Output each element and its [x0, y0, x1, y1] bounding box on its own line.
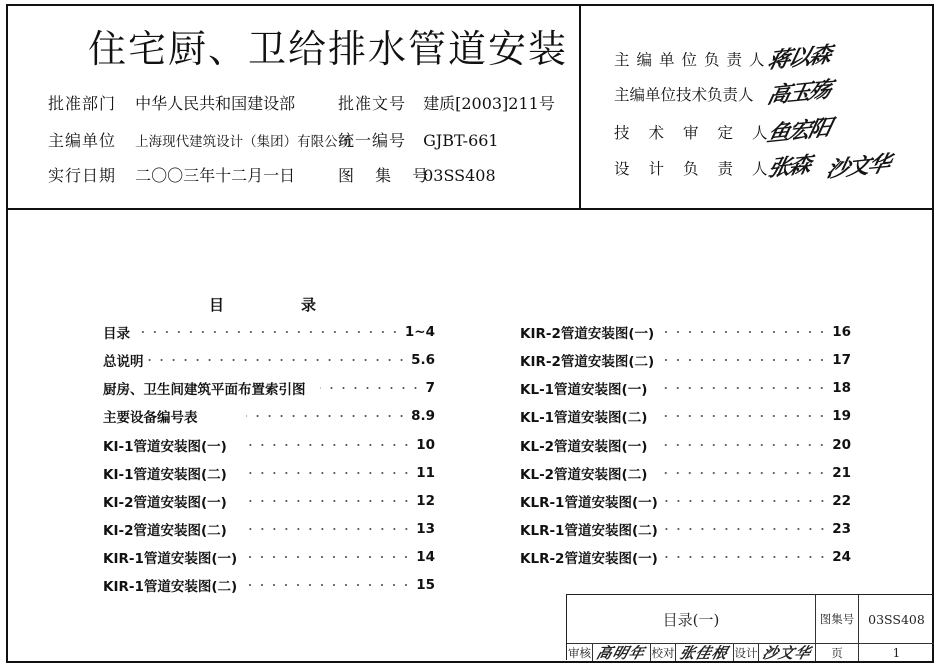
leader-dots — [663, 444, 828, 446]
toc-item[interactable] — [520, 378, 851, 398]
toc-item-page: 16 — [832, 324, 851, 340]
meta-value: GJBT-661 — [423, 131, 499, 150]
meta-value: 二〇〇三年十二月一日 — [135, 166, 296, 185]
leader-dots — [663, 415, 828, 417]
meta-label: 统一编号 — [338, 131, 407, 150]
toc-item-page: 24 — [832, 549, 851, 565]
toc-item-title: KIR-1管道安装图(二) — [103, 579, 238, 595]
toc-item[interactable] — [520, 463, 851, 483]
toc-item-page: 23 — [832, 521, 851, 537]
leader-dots — [663, 472, 828, 474]
leader-dots — [247, 472, 412, 474]
toc-item[interactable] — [103, 378, 435, 398]
toc-item-page: 17 — [832, 352, 851, 368]
toc-heading-right: 录 — [301, 296, 317, 314]
meta-label: 实行日期 — [48, 166, 117, 185]
toc-item[interactable] — [103, 322, 435, 342]
meta-value: 建质[2003]211号 — [423, 94, 555, 113]
meta-value: 中华人民共和国建设部 — [135, 94, 296, 113]
responsible-label: 主编单位负责人 — [614, 51, 772, 69]
signature: 鱼宏阳 — [764, 114, 833, 148]
meta-atlas-number — [338, 163, 496, 186]
leader-dots — [134, 331, 401, 333]
meta-label: 批准部门 — [48, 94, 117, 113]
toc-item-title: KI-2管道安装图(二) — [103, 523, 227, 539]
toc-item[interactable] — [520, 406, 851, 426]
toc-item-page: 1~4 — [404, 324, 435, 340]
responsible-design-lead — [614, 150, 892, 184]
toc-heading-left: 目 — [209, 296, 225, 314]
toc-item[interactable] — [103, 350, 435, 370]
toc-item-page: 19 — [832, 408, 851, 424]
document-title: 住宅厨、卫给排水管道安装 — [88, 27, 569, 71]
signature: 沙文华 — [823, 150, 892, 184]
header-divider — [6, 208, 932, 210]
design-label: 设计 — [734, 643, 759, 661]
toc-item[interactable] — [520, 322, 851, 342]
toc-item-title: 总说明 — [103, 354, 144, 370]
meta-label: 主编单位 — [48, 131, 117, 150]
leader-dots — [241, 584, 412, 586]
signature: 蒋以森 — [764, 41, 833, 75]
leader-dots — [246, 415, 408, 417]
toc-item-title: KI-1管道安装图(二) — [103, 467, 227, 483]
drawing-name: 目录(一) — [567, 595, 816, 643]
leader-dots — [241, 556, 412, 558]
meta-value: 03SS408 — [423, 166, 496, 185]
toc-item-title: KIR-2管道安装图(二) — [520, 354, 655, 370]
leader-dots — [662, 556, 828, 558]
toc-item-title: KLR-1管道安装图(一) — [520, 495, 658, 511]
toc-item-page: 12 — [416, 493, 435, 509]
leader-dots — [247, 500, 412, 502]
header-vertical-divider — [579, 4, 581, 209]
toc-item-title: KIR-1管道安装图(一) — [103, 551, 238, 567]
leader-dots — [663, 387, 828, 389]
meta-approval-number — [338, 91, 555, 114]
toc-item[interactable] — [520, 491, 851, 511]
toc-item-title: KL-2管道安装图(一) — [520, 439, 648, 455]
toc-item[interactable] — [520, 547, 851, 567]
meta-value: 上海现代建筑设计（集团）有限公司 — [135, 134, 352, 150]
leader-dots — [320, 387, 422, 389]
leader-dots — [148, 359, 408, 361]
check-signature: 张佳根 — [676, 643, 734, 661]
toc-item-page: 11 — [416, 465, 435, 481]
toc-item[interactable] — [103, 519, 435, 539]
toc-item-page: 10 — [416, 437, 435, 453]
responsible-label: 主编单位技术负责人 — [614, 86, 754, 104]
leader-dots — [662, 528, 828, 530]
toc-item-page: 20 — [832, 437, 851, 453]
responsible-technical-approver — [614, 114, 833, 148]
toc-item[interactable] — [520, 350, 851, 370]
signature: 高玉殇 — [764, 76, 833, 110]
leader-dots — [247, 444, 412, 446]
meta-approval-dept — [48, 91, 295, 114]
toc-item-page: 21 — [832, 465, 851, 481]
responsible-tech-lead — [614, 76, 833, 110]
toc-item-page: 15 — [416, 577, 435, 593]
title-block — [566, 594, 933, 660]
design-signature: 沙文华 — [759, 643, 816, 661]
page-number: 1 — [859, 643, 934, 661]
review-label: 审核 — [567, 643, 593, 661]
leader-dots — [658, 359, 828, 361]
atlas-value: 03SS408 — [868, 611, 925, 627]
check-label: 校对 — [651, 643, 676, 661]
meta-effective-date — [48, 163, 295, 186]
toc-item-title: KL-1管道安装图(一) — [520, 382, 648, 398]
toc-item-title: KLR-1管道安装图(二) — [520, 523, 658, 539]
meta-chief-editor-unit — [48, 128, 351, 151]
toc-item-title: KLR-2管道安装图(一) — [520, 551, 658, 567]
leader-dots — [662, 500, 828, 502]
toc-item[interactable] — [103, 406, 435, 426]
toc-item[interactable] — [520, 519, 851, 539]
toc-item-page: 13 — [416, 521, 435, 537]
toc-item-title: KL-2管道安装图(二) — [520, 467, 648, 483]
toc-item-title: KI-2管道安装图(一) — [103, 495, 227, 511]
review-signature: 高明年 — [593, 643, 651, 661]
toc-item-title: 目录 — [103, 326, 130, 342]
toc-item[interactable] — [103, 463, 435, 483]
responsible-chief-unit — [614, 41, 833, 75]
meta-label: 图 集 号 — [338, 166, 437, 185]
toc-item-title: 主要设备编号表 — [103, 410, 198, 426]
responsible-label: 技术审定人 — [614, 124, 787, 142]
toc-item[interactable] — [520, 435, 851, 455]
toc-item-page: 18 — [832, 380, 851, 396]
meta-label: 批准文号 — [338, 94, 407, 113]
toc-item[interactable] — [103, 547, 435, 567]
toc-item-page: 14 — [416, 549, 435, 565]
toc-item-title: KI-1管道安装图(一) — [103, 439, 227, 455]
toc-item-page: 22 — [832, 493, 851, 509]
toc-item-title: KIR-2管道安装图(一) — [520, 326, 655, 342]
toc-item[interactable] — [103, 575, 435, 595]
page-label: 页 — [816, 643, 859, 661]
signature: 张森 — [765, 151, 813, 183]
toc-item[interactable] — [103, 491, 435, 511]
leader-dots — [658, 331, 828, 333]
toc-item-page: 5.6 — [411, 352, 435, 368]
toc-item-title: KL-1管道安装图(二) — [520, 410, 648, 426]
toc-item-page: 7 — [425, 380, 435, 396]
toc-item-page: 8.9 — [411, 408, 435, 424]
leader-dots — [247, 528, 412, 530]
atlas-label: 图集号 — [816, 595, 859, 643]
toc-item-title: 厨房、卫生间建筑平面布置索引图 — [103, 382, 306, 398]
toc-item[interactable] — [103, 435, 435, 455]
responsible-label: 设计负责人 — [614, 160, 787, 178]
meta-unified-number — [338, 128, 499, 151]
